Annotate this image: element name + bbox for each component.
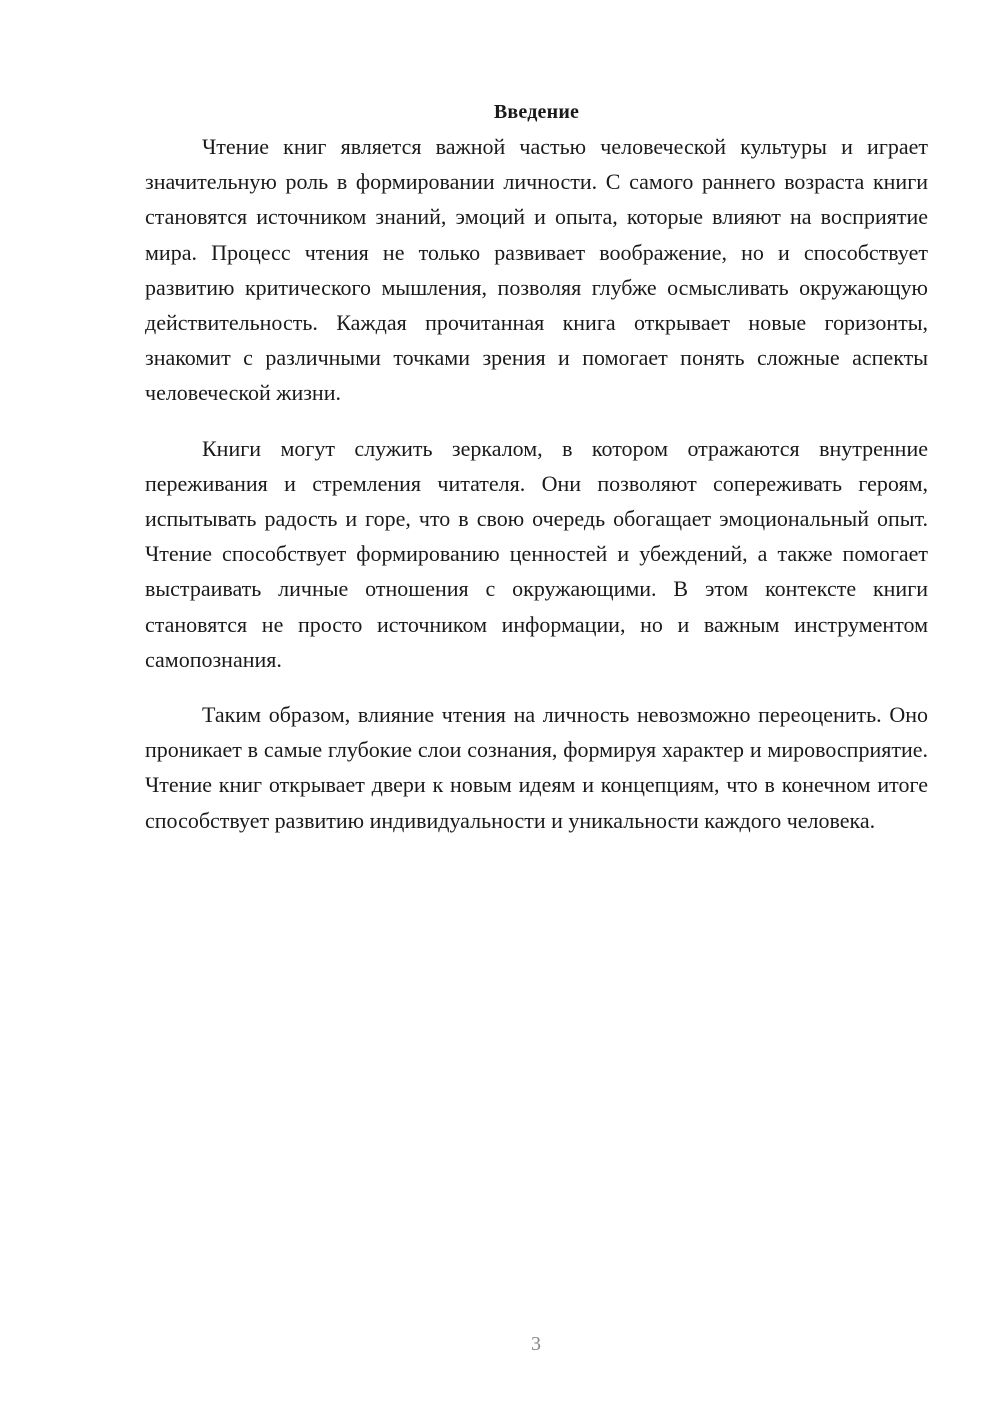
page-number: 3 — [531, 1333, 541, 1355]
paragraph-3: Таким образом, влияние чтения на личность невозможно переоценить. Оно проникает в самые глубокие слои сознания, формируя характер и мировосприятие. Чтение книг открывает двери к новым идеям и концепциям, что в конечном итоге способствует развитию индивидуальности и уникальности каждого человека. — [145, 702, 928, 833]
paragraph-2: Книги могут служить зеркалом, в котором отражаются внутренние переживания и стремления читателя. Они позволяют сопереживать героям, испытывать радость и горе, что в свою очередь обогащает эмоциональный опыт. Чтение способствует формированию ценностей и убеждений, а также помогает выстраивать личные отношения с окружающими. В этом контексте книги становятся не просто источником информации, но и важным инструментом самопознания. — [145, 435, 928, 672]
paragraph-1: Чтение книг является важной частью человеческой культуры и играет значительную роль в формировании личности. С самого раннего возраста книги становятся источником знаний, эмоций и опыта, которые влияют на восприятие мира. Процесс чтения не только развивает воображение, но и способствует развитию критического мышления, позволяя глубже осмысливать окружающую действительность. Каждая прочитанная книга открывает новые горизонты, знакомит с различными точками зрения и помогает понять сложные аспекты человеческой жизни. — [145, 134, 928, 406]
section-heading: Введение — [493, 101, 580, 123]
page-content — [145, 95, 928, 858]
